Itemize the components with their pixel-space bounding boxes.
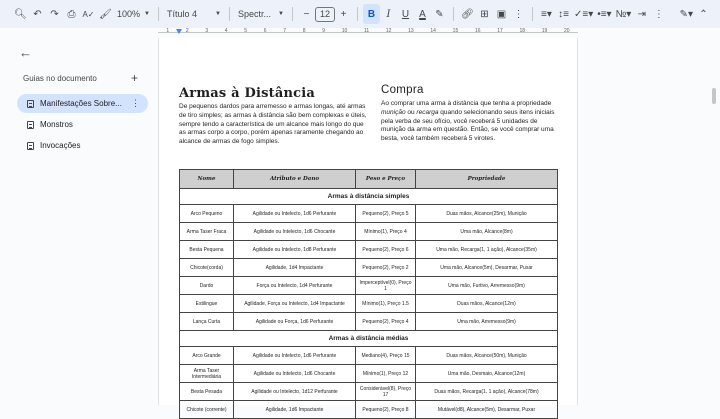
add-comment-icon[interactable]: ⊞ <box>480 8 489 20</box>
table-cell: Agilidade ou Intelecto, 1d6 Perfurante <box>234 205 356 223</box>
table-cell: Duas mãos, Alcance(25m), Munição <box>416 205 558 223</box>
section-title: Armas à distância médias <box>180 331 558 347</box>
table-row <box>180 401 558 419</box>
link-icon[interactable]: 🔗︎ <box>461 8 474 20</box>
ruler-number: 9 <box>322 28 325 34</box>
ruler-number: 8 <box>302 28 306 34</box>
table-cell: Arco Pequeno <box>180 205 234 223</box>
document-outline <box>0 38 158 405</box>
compra-text-part: Ao comprar uma arma à distância que tenha a propriedade <box>381 100 552 107</box>
more-vert-icon[interactable]: ⋮ <box>131 98 140 108</box>
outline-item-label: Invocações <box>40 141 81 150</box>
document-icon <box>27 121 34 129</box>
redo-icon[interactable]: ↷ <box>50 8 59 20</box>
ruler-number: 12 <box>385 28 392 34</box>
ruler-number: 14 <box>430 28 436 34</box>
column-header: Atributo e Dano <box>234 170 356 189</box>
compra-paragraph <box>381 100 559 144</box>
table-header-row <box>180 170 558 189</box>
increase-font-size-icon[interactable]: + <box>340 8 347 20</box>
style-select[interactable] <box>164 9 224 19</box>
table-cell: Agilidade, Força ou Intelecto, 1d4 Impactante <box>234 295 356 313</box>
divider <box>532 7 533 21</box>
document-icon <box>27 100 34 108</box>
table-cell: Duas mãos, Alcance(12m) <box>416 295 558 313</box>
table-cell: Uma mão, Desmaio, Alcance(12m) <box>416 365 558 383</box>
divider <box>229 7 230 21</box>
table-cell: Mutável(d8), Alcance(5m), Desarmar, Puxar <box>416 401 558 419</box>
outline-item-manifestacoes[interactable] <box>17 94 148 113</box>
ruler-number: 3 <box>205 28 209 34</box>
table-cell: Agilidade, 1d6 Impactante <box>234 401 356 419</box>
table-cell: Mediano(4), Preço 15 <box>356 347 416 365</box>
ruler-number: 19 <box>541 28 548 34</box>
ruler-number: 7 <box>283 28 287 34</box>
table-row <box>180 277 558 295</box>
table-cell: Uma mão, Alcance(8m) <box>416 223 558 241</box>
font-value: Spectr... <box>237 9 272 19</box>
font-select[interactable] <box>235 9 287 19</box>
chevron-down-icon: ▼ <box>215 11 221 17</box>
zoom-select[interactable] <box>114 9 153 19</box>
column-header: Peso e Preço <box>356 170 416 189</box>
text-color-icon[interactable]: A <box>419 8 426 20</box>
table-cell: Uma mão, Arremesso(9m) <box>416 313 558 331</box>
compra-text-part: ou <box>405 108 417 116</box>
table-cell: Lança Curta <box>180 313 234 331</box>
align-icon[interactable]: ≡▾ <box>541 8 552 20</box>
column-header: Propriedade <box>416 170 558 189</box>
ruler-number: 1 <box>166 28 170 34</box>
zoom-value: 100% <box>117 9 141 19</box>
outline-item-label: Manifestações Sobre... <box>40 99 122 108</box>
table-row <box>180 259 558 277</box>
table-row <box>180 365 558 383</box>
collapse-toolbar-icon[interactable]: ⌃ <box>699 8 708 20</box>
weapons-table <box>179 169 558 419</box>
table-cell: Agilidade ou Intelecto, 1d6 Chocante <box>234 365 356 383</box>
spellcheck-icon[interactable]: A✓ <box>82 9 95 19</box>
table-cell: Uma mão, Alcance(5m), Desarmar, Puxar <box>416 259 558 277</box>
section-title: Armas à distância simples <box>180 189 558 205</box>
ruler-number: 10 <box>341 28 348 34</box>
editing-mode-icon[interactable]: ✎▾ <box>679 8 693 20</box>
numbered-list-icon[interactable]: №▾ <box>615 8 632 20</box>
table-cell: Pequeno(2), Preço 8 <box>356 401 416 419</box>
table-cell: Arma Taser Intermediária <box>180 365 234 383</box>
outline-item-label: Monstros <box>40 120 73 129</box>
outline-item-invocacoes[interactable] <box>17 136 148 155</box>
divider <box>158 7 159 21</box>
line-spacing-icon[interactable]: ↕≡ <box>558 8 569 20</box>
underline-icon[interactable]: U <box>401 8 410 20</box>
chevron-down-icon: ▼ <box>144 11 150 17</box>
column-header: Nome <box>180 170 234 189</box>
indent-icon[interactable]: ⇥ <box>637 8 647 20</box>
table-row <box>180 295 558 313</box>
table-cell: Mínimo(1), Preço 12 <box>356 365 416 383</box>
ruler-number: 20 <box>564 28 570 34</box>
print-icon[interactable]: ⎙ <box>67 8 76 20</box>
chevron-down-icon: ▼ <box>278 11 284 17</box>
outline-header <box>23 71 138 85</box>
table-cell: Pequeno(2), Preço 2 <box>356 259 416 277</box>
table-row <box>180 347 558 365</box>
table-cell: Agilidade, 1d4 Impactante <box>234 259 356 277</box>
undo-icon[interactable]: ↶ <box>33 8 42 20</box>
heading-compra: Compra <box>381 84 424 96</box>
ruler-number: 16 <box>474 28 481 34</box>
back-arrow-icon[interactable]: ← <box>19 45 32 60</box>
divider <box>357 7 358 21</box>
paint-format-icon[interactable]: 🖌︎ <box>99 8 112 20</box>
table-cell: Agilidade ou Intelecto, 1d12 Perfurante <box>234 383 356 401</box>
toolbar <box>0 0 720 28</box>
table-row <box>180 383 558 401</box>
ruler-numbers <box>158 28 578 34</box>
table-cell: Besta Pesada <box>180 383 234 401</box>
table-row <box>180 241 558 259</box>
table-cell: Pequeno(2), Preço 6 <box>356 241 416 259</box>
ruler-number: 2 <box>185 28 189 34</box>
table-body <box>180 189 558 419</box>
compra-text-part: quando selecionando seus itens iniciais pela verba de seu ofício, você receberá 5 unidades de munição da arma em questão. Então, se você comprar uma besta, você também receberá 5 virotes. <box>381 108 555 143</box>
table-cell: Pequeno(2), Preço 4 <box>356 313 416 331</box>
ruler[interactable] <box>158 28 578 38</box>
table-cell: Força ou Intelecto, 1d4 Perfurante <box>234 277 356 295</box>
highlight-icon[interactable]: ✎ <box>435 8 444 20</box>
more-insert-icon[interactable]: ⋮ <box>513 8 524 20</box>
decrease-font-size-icon[interactable]: − <box>303 8 310 20</box>
divider <box>453 7 454 21</box>
table-cell: Duas mãos, Alcance(50m), Munição <box>416 347 558 365</box>
table-cell: Agilidade ou Intelecto, 1d6 Chocante <box>234 223 356 241</box>
ruler-number: 15 <box>452 28 459 34</box>
search-menus-icon[interactable]: 🔍︎ <box>14 8 27 20</box>
bulleted-list-icon[interactable]: •≡▾ <box>597 8 612 20</box>
table-cell: Mínimo(1), Preço 4 <box>356 223 416 241</box>
bold-icon[interactable]: B <box>363 4 380 24</box>
ruler-number: 5 <box>244 28 248 34</box>
ruler-number: 18 <box>519 28 526 34</box>
insert-image-icon[interactable]: ▣ <box>496 8 507 20</box>
checklist-icon[interactable]: ✓≡▾ <box>573 8 594 20</box>
ruler-number: 17 <box>497 28 503 34</box>
ruler-number: 13 <box>408 28 414 34</box>
table-row <box>180 313 558 331</box>
table-cell: Agilidade ou Intelecto, 1d8 Perfurante <box>234 241 356 259</box>
table-cell: Considerável(8), Preço 17 <box>356 383 416 401</box>
divider <box>292 7 293 21</box>
compra-emphasis: munição <box>381 108 406 116</box>
style-value: Título 4 <box>166 9 197 19</box>
ruler-number: 4 <box>224 28 228 34</box>
outline-title: Guias no documento <box>23 74 97 83</box>
table-cell: Uma mão, Furtivo, Arremesso(9m) <box>416 277 558 295</box>
table-cell: Dardo <box>180 277 234 295</box>
table-cell: Agilidade ou Força, 1d6 Perfurante <box>234 313 356 331</box>
table-cell: Uma mão, Recarga(1, 1 ação), Alcance(35m) <box>416 241 558 259</box>
table-cell: Arma Taser Fraca <box>180 223 234 241</box>
ruler-number: 11 <box>363 28 370 34</box>
table-cell: Chicote (corrente) <box>180 401 234 419</box>
compra-emphasis: recarga <box>416 108 439 116</box>
table-cell: Chicote(corda) <box>180 259 234 277</box>
scrollbar-thumb[interactable] <box>712 88 716 104</box>
table-cell: Besta Pequena <box>180 241 234 259</box>
table-cell: Agilidade ou Intelecto, 1d6 Perfurante <box>234 347 356 365</box>
table-cell: Mínimo(1), Preço 1.5 <box>356 295 416 313</box>
font-size-input[interactable]: 12 <box>315 7 335 22</box>
add-tab-icon[interactable]: + <box>130 71 138 85</box>
italic-icon[interactable]: I <box>386 8 391 20</box>
table-cell: Estilingue <box>180 295 234 313</box>
more-options-icon[interactable]: ⋮ <box>653 8 664 20</box>
table-section-row <box>180 189 558 205</box>
outline-item-monstros[interactable] <box>17 115 148 134</box>
table-cell: Imperceptível(0), Preço 1 <box>356 277 416 295</box>
ruler-number: 6 <box>263 28 267 34</box>
table-cell: Pequeno(2), Preço 5 <box>356 205 416 223</box>
document-page[interactable] <box>158 38 578 413</box>
document-icon <box>27 142 34 150</box>
heading-armas-distancia: Armas à Distância <box>179 86 315 101</box>
table-section-row <box>180 331 558 347</box>
table-row <box>180 223 558 241</box>
table-row <box>180 205 558 223</box>
table-cell: Duas mãos, Recarga(1, 1 ação), Alcance(78m) <box>416 383 558 401</box>
table-cell: Arco Grande <box>180 347 234 365</box>
intro-paragraph: De pequenos dardos para arremesso e armas longas, até armas de tiro simples; as armas à distância são bem complexas e úteis, sempre tendo a característica de um alcance mais longo do que as armas corpo a corpo, porém apenas raramente chegando ao alcance de armas de fogo simples. <box>179 103 367 146</box>
